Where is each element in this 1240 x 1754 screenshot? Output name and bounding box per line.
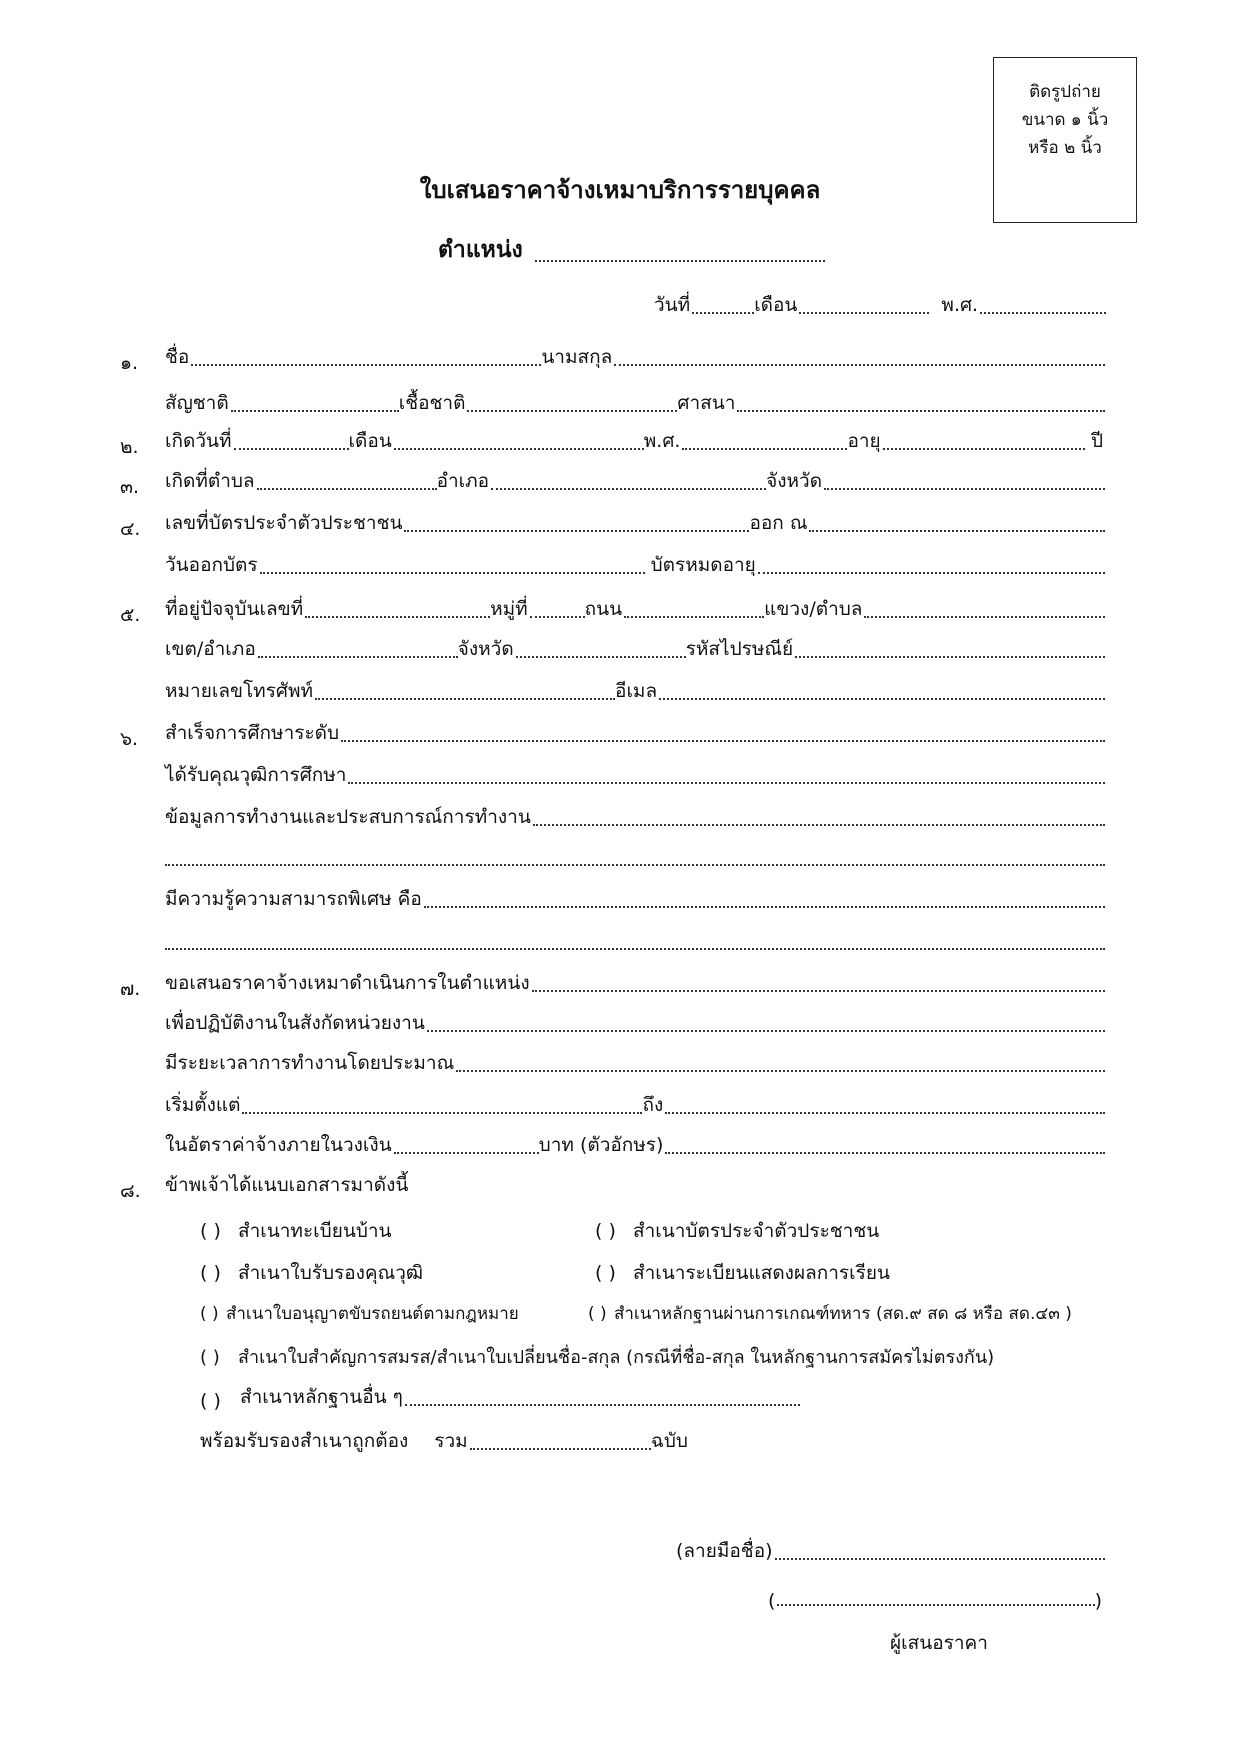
race-field[interactable] (467, 409, 677, 412)
position-field[interactable] (535, 259, 825, 262)
offer-position-row (165, 964, 1105, 998)
road-field[interactable] (624, 615, 764, 618)
start-label: เริ่มตั้งแต่ (165, 1094, 241, 1116)
birth-year-label: พ.ศ. (643, 430, 681, 452)
age-label: อายุ (847, 430, 881, 452)
date-year-field[interactable] (980, 311, 1106, 314)
baht-label: บาท (ตัวอักษร) (538, 1134, 664, 1156)
rate-label: ในอัตราค่าจ้างภายในวงเงิน (165, 1134, 392, 1156)
checkbox[interactable]: ( ) (595, 1262, 616, 1284)
race-label: เชื้อชาติ (398, 392, 466, 414)
moo-field[interactable] (530, 615, 585, 618)
signature-field[interactable] (775, 1557, 1105, 1560)
birth-subdistrict-field[interactable] (257, 487, 437, 490)
doc-house-reg[interactable] (200, 1216, 392, 1246)
name-row (165, 338, 1105, 372)
rate-field[interactable] (394, 1151, 539, 1154)
issued-at-label: ออก ณ (749, 512, 808, 534)
experience-row (165, 798, 1105, 832)
item-number-5: ๕. (120, 604, 141, 626)
experience-field[interactable] (533, 823, 1105, 826)
moo-label: หมู่ที่ (490, 598, 528, 620)
age-field[interactable] (883, 447, 1085, 450)
birth-year-field[interactable] (682, 447, 847, 450)
item-number-4: ๔. (120, 518, 141, 540)
name-label: ชื่อ (165, 346, 190, 368)
doc-id-card[interactable] (595, 1216, 879, 1246)
phone-field[interactable] (315, 697, 615, 700)
expiry-field[interactable] (758, 571, 1105, 574)
doc-license[interactable] (200, 1300, 519, 1327)
position-label: ตำแหน่ง (438, 237, 523, 263)
total-field[interactable] (470, 1447, 651, 1450)
issue-date-field[interactable] (260, 571, 645, 574)
duration-row (165, 1044, 1105, 1078)
nationality-label: สัญชาติ (165, 392, 229, 414)
subdistrict-label: แขวง/ตำบล (764, 598, 863, 620)
doc-label: สำเนาระเบียนแสดงผลการเรียน (633, 1262, 890, 1284)
unit-field[interactable] (427, 1029, 1105, 1032)
name-field[interactable] (191, 363, 541, 366)
religion-label: ศาสนา (677, 392, 736, 414)
doc-other-label: สำเนาหลักฐานอื่น ๆ (240, 1386, 403, 1408)
email-label: อีเมล (615, 680, 658, 702)
date-day-field[interactable] (692, 311, 754, 314)
doc-transcript[interactable] (595, 1258, 890, 1288)
id-number-field[interactable] (404, 529, 749, 532)
rate-row (165, 1126, 1105, 1160)
birth-subdistrict-label: เกิดที่ตำบล (165, 470, 255, 492)
experience-label: ข้อมูลการทำงานและประสบการณ์การทำงาน (165, 806, 531, 828)
address-number-field[interactable] (305, 615, 490, 618)
photo-box-line2: ขนาด ๑ นิ้ว (1021, 110, 1109, 130)
period-row (165, 1086, 1105, 1120)
issued-at-field[interactable] (809, 529, 1105, 532)
birth-row (165, 422, 1105, 456)
checkbox[interactable]: ( ) (200, 1390, 221, 1412)
item-number-1: ๑. (120, 352, 139, 374)
position-row (438, 234, 825, 268)
duration-label: มีระยะเวลาการทำงานโดยประมาณ (165, 1052, 455, 1074)
role-row (890, 1624, 990, 1658)
unit-label: เพื่อปฏิบัติงานในสังกัดหน่วยงาน (165, 1012, 425, 1034)
checkbox[interactable]: ( ) (588, 1304, 607, 1324)
printed-name-row (768, 1578, 1104, 1612)
item-number-6: ๖. (120, 728, 139, 750)
birth-day-field[interactable] (234, 447, 349, 450)
printed-name-field[interactable] (777, 1603, 1094, 1606)
nationality-field[interactable] (231, 409, 399, 412)
doc-label: สำเนาบัตรประจำตัวประชาชน (633, 1220, 880, 1242)
date-month-field[interactable] (799, 311, 929, 314)
phone-label: หมายเลขโทรศัพท์ (165, 680, 314, 702)
date-day-label: วันที่ (654, 294, 691, 316)
date-month-label: เดือน (754, 294, 798, 316)
offer-position-label: ขอเสนอราคาจ้างเหมาดำเนินการในตำแหน่ง (165, 972, 530, 994)
id-row (165, 504, 1105, 538)
addr-province-label: จังหวัด (457, 638, 514, 660)
district-label: อำเภอ (436, 470, 490, 492)
address-number-label: ที่อยู่ปัจจุบันเลขที่ (165, 598, 304, 620)
checkbox[interactable]: ( ) (200, 1347, 220, 1368)
skills-field-2[interactable] (165, 947, 1105, 950)
experience-field-2[interactable] (165, 863, 1105, 866)
road-label: ถนน (584, 598, 623, 620)
skills-row-2 (165, 922, 1105, 956)
attached-row (165, 1166, 410, 1200)
birth-month-label: เดือน (348, 430, 392, 452)
district-field[interactable] (491, 487, 766, 490)
to-field[interactable] (665, 1111, 1105, 1114)
checkbox[interactable]: ( ) (200, 1304, 219, 1324)
total-label: รวม (434, 1430, 468, 1452)
signature-row (676, 1532, 1105, 1566)
doc-other-field[interactable] (405, 1403, 800, 1406)
doc-label: สำเนาใบอนุญาตขับรถยนต์ตามกฎหมาย (226, 1304, 519, 1324)
duration-field[interactable] (456, 1069, 1105, 1072)
id-dates-row (165, 546, 1105, 580)
issue-date-label: วันออกบัตร (165, 554, 258, 576)
start-field[interactable] (242, 1111, 642, 1114)
item-number-8: ๘. (120, 1180, 141, 1202)
certify-label: พร้อมรับรองสำเนาถูกต้อง (200, 1430, 409, 1452)
contact-row (165, 672, 1105, 706)
degree-row (165, 756, 1105, 790)
addr-province-field[interactable] (516, 655, 686, 658)
education-row (165, 714, 1105, 748)
email-field[interactable] (659, 697, 1105, 700)
paren-open: ( (768, 1590, 776, 1612)
attached-label: ข้าพเจ้าได้แนบเอกสารมาดังนี้ (165, 1174, 409, 1196)
nationality-row (165, 384, 1105, 418)
religion-field[interactable] (737, 409, 1105, 412)
checkbox[interactable]: ( ) (200, 1262, 221, 1284)
education-field[interactable] (341, 739, 1105, 742)
surname-field[interactable] (614, 363, 1105, 366)
degree-label: ได้รับคุณวุฒิการศึกษา (165, 764, 347, 786)
skills-field[interactable] (424, 905, 1105, 908)
expiry-label: บัตรหมดอายุ (650, 554, 756, 576)
to-label: ถึง (642, 1094, 664, 1116)
doc-label: สำเนาหลักฐานผ่านการเกณฑ์ทหาร (สด.๙ สด ๘ หรือ สด.๔๓ ) (614, 1304, 1072, 1324)
item-number-7: ๗. (120, 978, 141, 1000)
item-number-3: ๓. (120, 476, 140, 498)
id-number-label: เลขที่บัตรประจำตัวประชาชน (165, 512, 403, 534)
photo-box-line3: หรือ ๒ นิ้ว (1028, 138, 1102, 158)
postcode-field[interactable] (795, 655, 1105, 658)
checkbox[interactable]: ( ) (595, 1220, 616, 1242)
doc-marriage[interactable] (200, 1342, 994, 1371)
signature-label: (ลายมือชื่อ) (676, 1540, 773, 1562)
doc-military[interactable] (588, 1300, 1072, 1327)
certify-row (200, 1422, 690, 1456)
unit-row (165, 1004, 1105, 1038)
surname-label: นามสกุล (541, 346, 613, 368)
experience-row-2 (165, 838, 1105, 872)
item-number-2: ๒. (120, 436, 139, 458)
birth-day-label: เกิดวันที่ (165, 430, 232, 452)
doc-label: สำเนาใบสำคัญการสมรส/สำเนาใบเปลี่ยนชื่อ-สกุล (กรณีที่ชื่อ-สกุล ในหลักฐานการสมัครไม่ตรงกัน) (238, 1347, 995, 1368)
role-label: ผู้เสนอราคา (890, 1632, 988, 1654)
skills-label: มีความรู้ความสามารถพิเศษ คือ (165, 888, 422, 910)
doc-other[interactable] (200, 1378, 800, 1412)
checkbox[interactable]: ( ) (200, 1220, 221, 1242)
offer-position-field[interactable] (532, 989, 1105, 992)
postcode-label: รหัสไปรษณีย์ (685, 638, 794, 660)
birthplace-row (165, 462, 1105, 496)
education-label: สำเร็จการศึกษาระดับ (165, 722, 340, 744)
photo-box-line1: ติดรูปถ่าย (1029, 82, 1101, 102)
copies-label: ฉบับ (650, 1430, 688, 1452)
subdistrict-field[interactable] (864, 615, 1105, 618)
address-row-2 (165, 630, 1105, 664)
doc-label: สำเนาทะเบียนบ้าน (238, 1220, 392, 1242)
area-district-field[interactable] (258, 655, 458, 658)
doc-cert[interactable] (200, 1258, 423, 1288)
province-field[interactable] (824, 487, 1105, 490)
date-year-label: พ.ศ. (941, 294, 979, 316)
baht-text-field[interactable] (665, 1151, 1105, 1154)
address-row (165, 590, 1105, 624)
doc-label: สำเนาใบรับรองคุณวุฒิ (238, 1262, 424, 1284)
province-label: จังหวัด (766, 470, 823, 492)
paren-close: ) (1094, 1590, 1102, 1612)
birth-month-field[interactable] (394, 447, 644, 450)
skills-row (165, 880, 1105, 914)
degree-field[interactable] (348, 781, 1105, 784)
form-title: ใบเสนอราคาจ้างเหมาบริการรายบุคคล (419, 176, 821, 204)
area-district-label: เขต/อำเภอ (165, 638, 256, 660)
years-label: ปี (1090, 430, 1103, 452)
date-row (654, 286, 1106, 320)
